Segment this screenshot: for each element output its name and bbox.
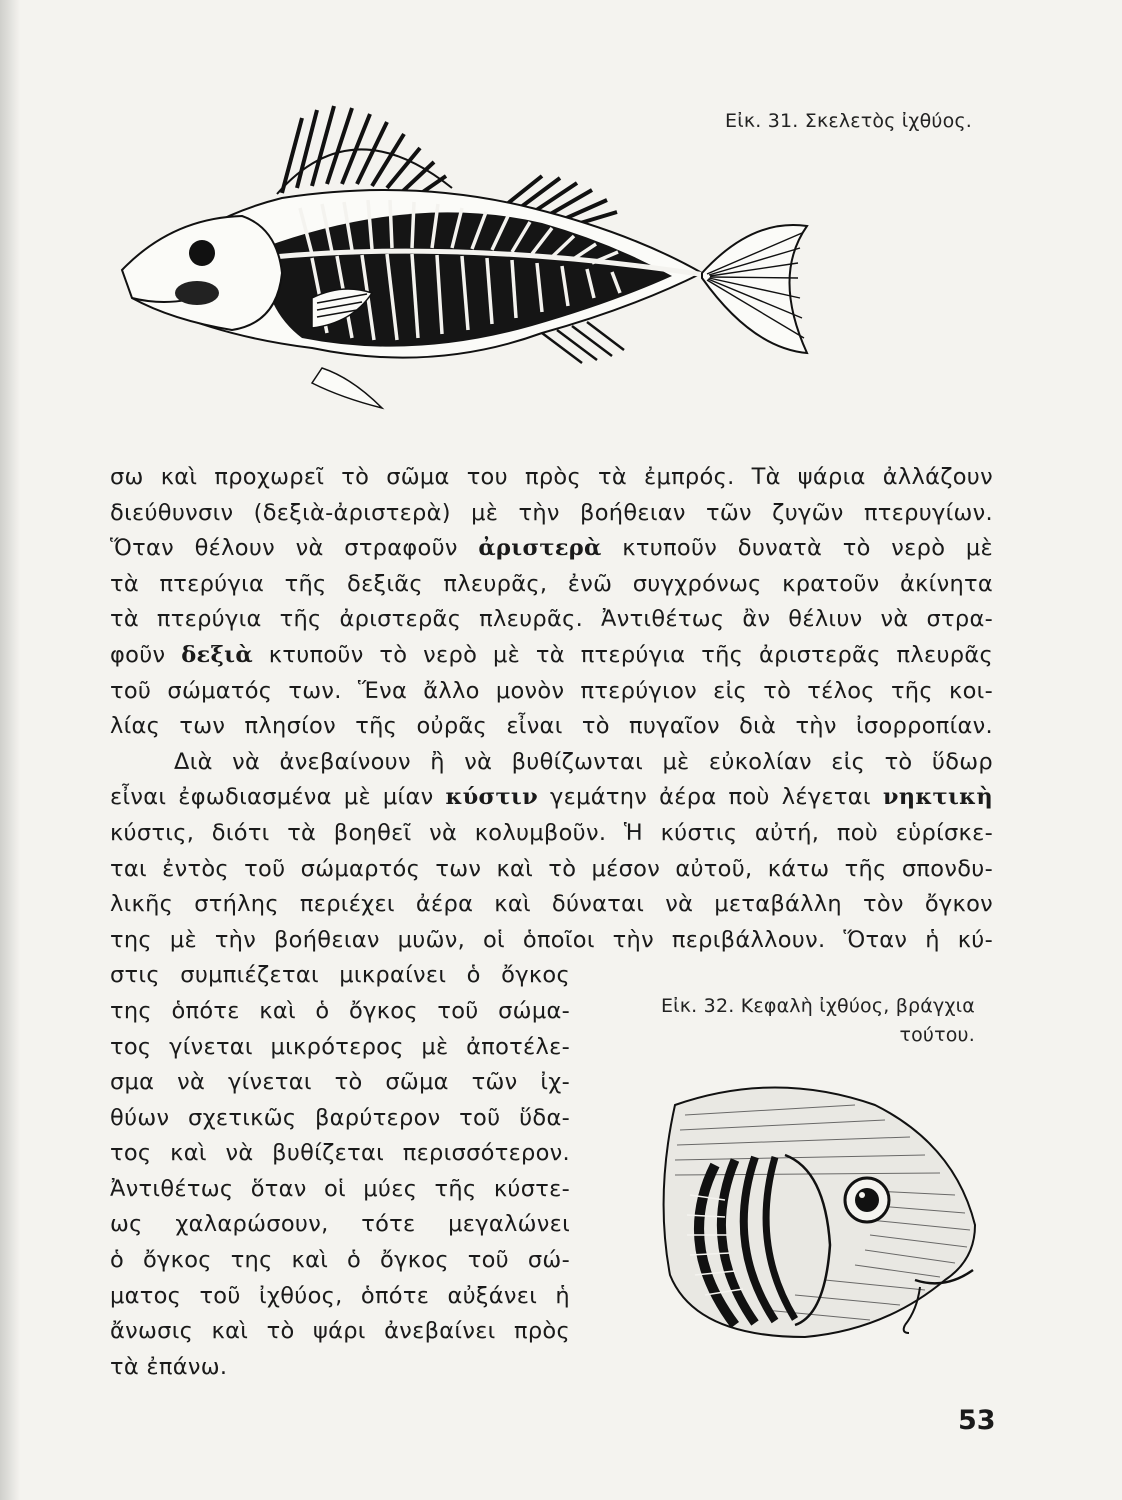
text-line: ως χαλαρώσουν, τότε μεγαλώνει bbox=[110, 1211, 570, 1238]
bold-word-dexia: δεξιὰ bbox=[181, 641, 253, 668]
figure-32-caption: Εἰκ. 32. Κεφαλὴ ἰχθύος, βράγχια τούτου. bbox=[660, 995, 975, 1046]
text-line: σω καὶ προχωρεῖ τὸ σῶμα του πρὸς τὰ ἐμπρός. Τὰ ψάρια ἀλλάζουν bbox=[110, 464, 993, 490]
text-line: λίας των πλησίον τῆς οὐρᾶς εἶναι τὸ πυγαῖον διὰ τὴν ἰσορροπίαν. bbox=[110, 713, 993, 740]
text-line: της μὲ τὴν βοήθειαν μυῶν, οἱ ὁποῖοι τὴν περιβάλλουν. Ὅταν ἡ κύ- bbox=[110, 926, 993, 953]
text-line: Διὰ νὰ ἀνεβαίνουν ἢ νὰ βυθίζωνται μὲ εὐκολίαν εἰς τὸ ὕδωρ bbox=[174, 748, 993, 775]
text-line: διεύθυνσιν (δεξιὰ-ἀριστερὰ) μὲ τὴν βοήθειαν τῶν ζυγῶν πτερυγίων. bbox=[110, 499, 993, 526]
text-line: εἶναι ἐφωδιασμένα μὲ μίαν κύστιν γεμάτην ἀέρα ποὺ λέγεται νηκτικὴ bbox=[110, 784, 993, 811]
text-line: κύστις, διότι τὰ βοηθεῖ νὰ κολυμβοῦν. Ἡ κύστις αὐτή, ποὺ εὑρίσκε- bbox=[110, 819, 993, 846]
text-line: Ἀντιθέτως ὅταν οἱ μύες τῆς κύστε- bbox=[110, 1175, 570, 1202]
fish-head-gills-illustration bbox=[655, 1075, 985, 1345]
figure-31-caption: Εἰκ. 31. Σκελετὸς ἰχθύος. bbox=[725, 110, 973, 132]
text-line: τὰ πτερύγια τῆς δεξιᾶς πλευρᾶς, ἐνῶ συγχρόνως κρατοῦν ἀκίνητα bbox=[110, 570, 993, 597]
text-line: τος γίνεται μικρότερος μὲ ἀποτέλε- bbox=[110, 1033, 570, 1060]
text-line: λικῆς στήλης περιέχει ἀέρα καὶ δύναται νὰ μεταβάλλη τὸν ὄγκον bbox=[110, 891, 993, 918]
bold-word-aristera: ἀριστερὰ bbox=[478, 535, 602, 562]
text-line: φοῦν δεξιὰ κτυποῦν τὸ νερὸ μὲ τὰ πτερύγια τῆς ἀριστερᾶς πλευρᾶς bbox=[110, 641, 993, 668]
bold-word-kystin: κύστιν bbox=[445, 784, 538, 811]
text-line: τοῦ σώματός των. Ἕνα ἄλλο μονὸν πτερύγιον εἰς τὸ τέλος τῆς κοι- bbox=[110, 677, 993, 704]
text-line: τὰ ἐπάνω. bbox=[110, 1353, 228, 1380]
page-number: 53 bbox=[958, 1405, 996, 1436]
text-line: σμα νὰ γίνεται τὸ σῶμα τῶν ἰχ- bbox=[110, 1069, 570, 1096]
bold-word-nektike: νηκτικὴ bbox=[882, 784, 993, 811]
text-line: της ὁπότε καὶ ὁ ὄγκος τοῦ σώμα- bbox=[110, 997, 570, 1024]
text-line: τος καὶ νὰ βυθίζεται περισσότερον. bbox=[110, 1140, 570, 1167]
text-line: ἄνωσις καὶ τὸ ψάρι ἀνεβαίνει πρὸς bbox=[110, 1318, 570, 1345]
text-line: θύων σχετικῶς βαρύτερον τοῦ ὕδα- bbox=[110, 1104, 570, 1131]
fish-skeleton-illustration bbox=[112, 98, 812, 418]
text-line: Ὅταν θέλουν νὰ στραφοῦν ἀριστερὰ κτυποῦν δυνατὰ τὸ νερὸ μὲ bbox=[110, 535, 993, 562]
page-gutter-shadow bbox=[0, 0, 20, 1500]
text-line: τὰ πτερύγια τῆς ἀριστερᾶς πλευρᾶς. Ἀντιθέτως ἂν θέλιυν νὰ στρα- bbox=[110, 606, 993, 633]
text-line: ματος τοῦ ἰχθύος, ὁπότε αὐξάνει ἡ bbox=[110, 1282, 570, 1309]
text-line: ται ἐντὸς τοῦ σώμαρτός των καὶ τὸ μέσον αὐτοῦ, κάτω τῆς σπονδυ- bbox=[110, 855, 993, 882]
text-line: ὁ ὄγκος της καὶ ὁ ὄγκος τοῦ σώ- bbox=[110, 1247, 570, 1274]
text-line: στις συμπιέζεται μικραίνει ὁ ὄγκος bbox=[110, 962, 570, 989]
